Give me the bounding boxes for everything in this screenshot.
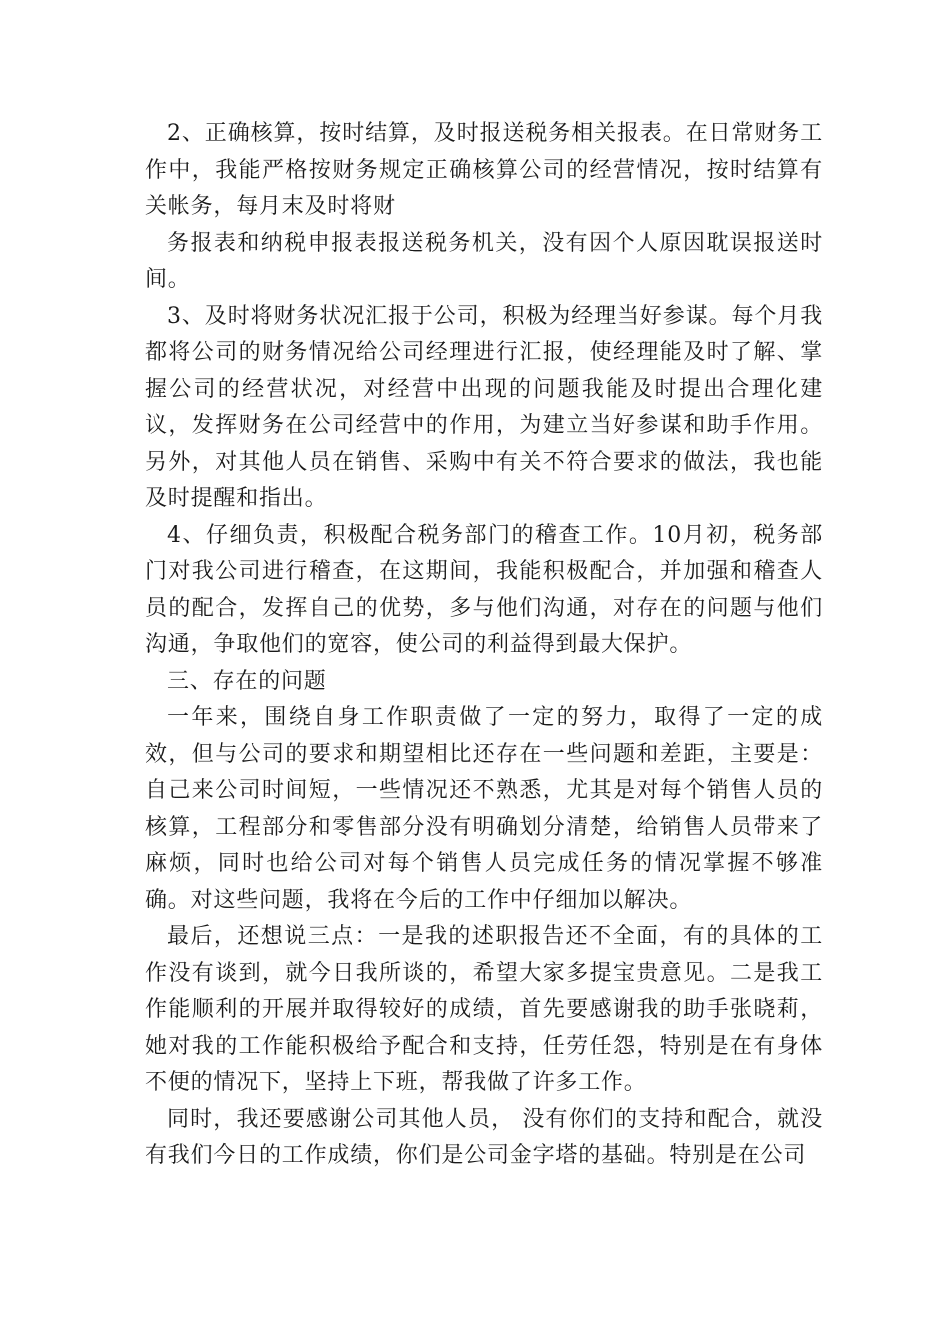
paragraph-item-2: 2、正确核算，按时结算，及时报送税务相关报表。在日常财务工作中，我能严格按财务规定正确核算公司的经营情况，按时结算有关帐务，每月末及时将财 bbox=[145, 121, 823, 219]
paragraph-item-2-continued: 务报表和纳税申报表报送税务机关，没有因个人原因耽误报送时间。 bbox=[145, 230, 823, 292]
paragraph-problems: 一年来，围绕自身工作职责做了一定的努力，取得了一定的成效，但与公司的要求和期望相比还存在一些问题和差距，主要是：自己来公司时间短，一些情况还不熟悉，尤其是对每个销售人员的核算，工程部分和零售部分没有明确划分清楚，给销售人员带来了麻烦，同时也给公司对每个销售人员完成任务的情况掌握不够准确。对这些问题，我将在今后的工作中仔细加以解决。 bbox=[145, 705, 823, 913]
document-body bbox=[145, 116, 823, 1175]
paragraph-item-4: 4、仔细负责，积极配合税务部门的稽查工作。10月初，税务部门对我公司进行稽查，在这期间，我能积极配合，并加强和稽查人员的配合，发挥自己的优势，多与他们沟通，对存在的问题与他们沟通，争取他们的宽容，使公司的利益得到最大保护。 bbox=[145, 522, 823, 657]
section-heading-problems: 三、存在的问题 bbox=[167, 668, 327, 694]
paragraph-thanks: 同时，我还要感谢公司其他人员， 没有你们的支持和配合，就没有我们今日的工作成绩，你们是公司金字塔的基础。特别是在公司 bbox=[145, 1106, 823, 1168]
paragraph-item-3: 3、及时将财务状况汇报于公司，积极为经理当好参谋。每个月我都将公司的财务情况给公司经理进行汇报，使经理能及时了解、掌握公司的经营状况，对经营中出现的问题我能及时提出合理化建议，发挥财务在公司经营中的作用，为建立当好参谋和助手作用。另外，对其他人员在销售、采购中有关不符合要求的做法，我也能及时提醒和指出。 bbox=[145, 303, 823, 511]
paragraph-conclusion: 最后，还想说三点：一是我的述职报告还不全面，有的具体的工作没有谈到，就今日我所谈的，希望大家多提宝贵意见。二是我工作能顺利的开展并取得较好的成绩，首先要感谢我的助手张晓莉，她对我的工作能积极给予配合和支持，任劳任怨，特别是在有身体不便的情况下，坚持上下班，帮我做了许多工作。 bbox=[145, 924, 823, 1095]
